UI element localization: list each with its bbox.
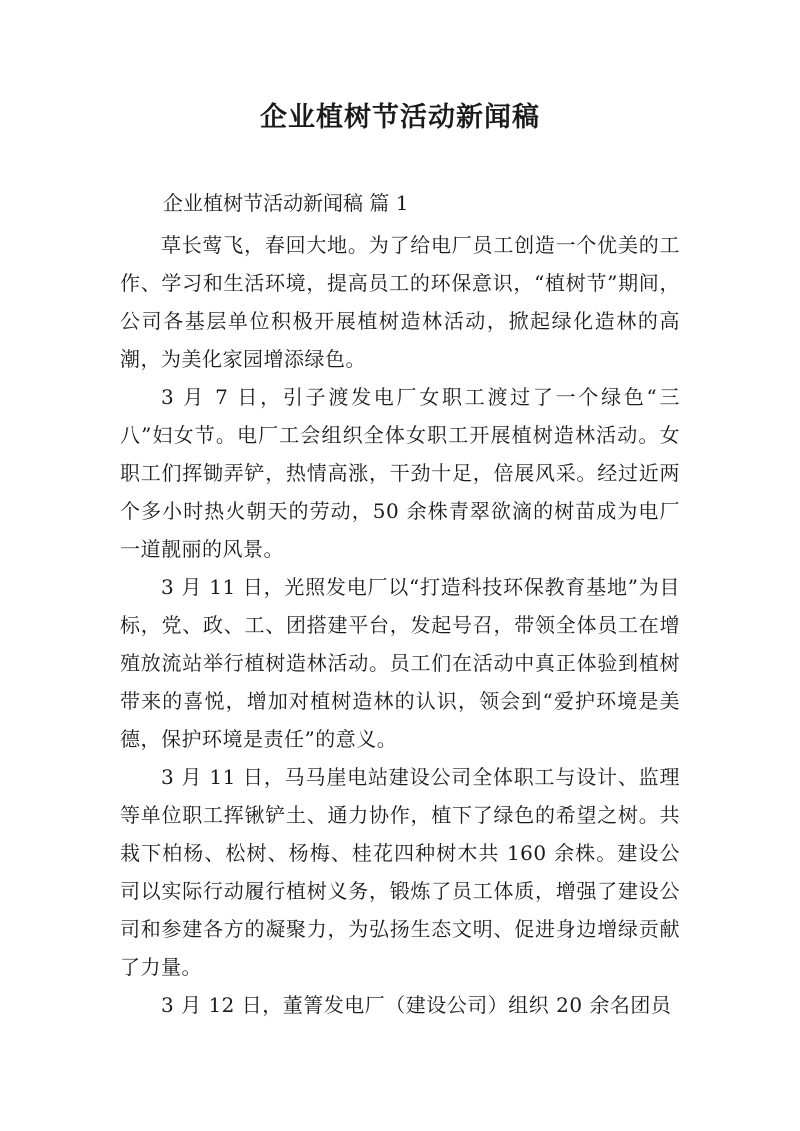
article-body xyxy=(120,226,680,1024)
paragraph-5: 3 月 12 日，董箐发电厂（建设公司）组织 20 余名团员 xyxy=(161,993,672,1017)
paragraph-3: 3 月 11 日，光照发电厂以“打造科技环保教育基地”为目标，党、政、工、团搭建平台，发起号召，带领全体员工在增殖放流站举行植树造林活动。员工们在活动中真正体验到植树带来的喜悦，增加对植树造林的认识，领会到“爱护环境是美德，保护环境是责任”的意义。 xyxy=(120,575,680,751)
paragraph-1: 草长莺飞，春回大地。为了给电厂员工创造一个优美的工作、学习和生活环境，提高员工的环保意识，“植树节”期间，公司各基层单位积极开展植树造林活动，掀起绿化造林的高潮，为美化家园增添绿色。 xyxy=(120,233,680,371)
document-title: 企业植树节活动新闻稿 xyxy=(260,102,540,133)
paragraph-4: 3 月 11 日，马马崖电站建设公司全体职工与设计、监理等单位职工挥锹铲土、通力协作，植下了绿色的希望之树。共栽下柏杨、松树、杨梅、桂花四种树木共 160 余株。建设公司以实际行动履行植树义务，锻炼了员工体质，增强了建设公司和参建各方的凝聚力，为弘扬生态文明、促进身边增绿贡献了力量。 xyxy=(120,765,680,979)
paragraph-2: 3 月 7 日，引子渡发电厂女职工渡过了一个绿色“三八”妇女节。电厂工会组织全体女职工开展植树造林活动。女职工们挥锄弄铲，热情高涨，干劲十足，倍展风采。经过近两个多小时热火朝天的劳动，50 余株青翠欲滴的树苗成为电厂一道靓丽的风景。 xyxy=(120,385,680,561)
article-subtitle: 企业植树节活动新闻稿 篇 1 xyxy=(163,191,409,215)
